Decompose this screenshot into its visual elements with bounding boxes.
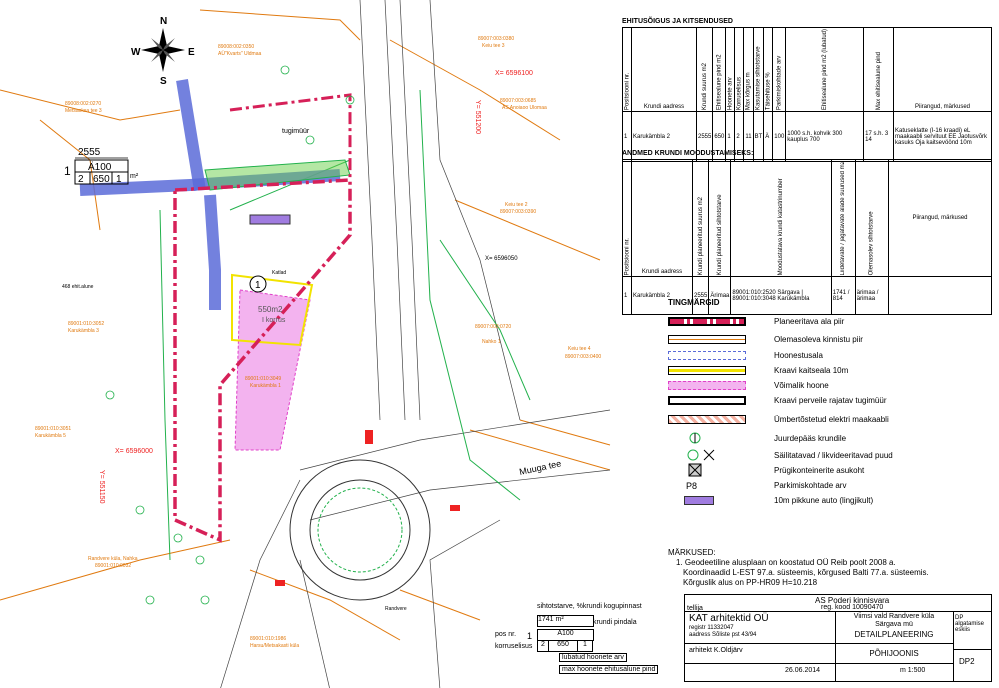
key-c1: 2: [537, 640, 549, 652]
legend-swatch: [668, 415, 746, 424]
stamp-stage: DETAILPLANEERING: [854, 630, 934, 639]
legend-label: Parkimiskohtade arv: [774, 480, 847, 490]
parcel-code: 89007:003:0390: [500, 209, 537, 215]
legend-swatch: [668, 366, 746, 375]
floors-label: I korrus: [262, 317, 286, 324]
stamp-client: AS Poderi kinnisvara: [815, 596, 890, 605]
legend-item: [668, 332, 863, 346]
remarks-line: Koordinaadid L-EST 97.a. süsteemis, kõrgused Balti 77.a. süsteemis.: [683, 568, 929, 577]
stamp-date: 26.06.2014: [785, 667, 821, 674]
coord-label: X= 6596050: [485, 256, 518, 262]
stamp-regno: registr 11332047: [689, 625, 734, 631]
small-label: tugimüür: [282, 128, 310, 135]
parcel-name: Keiu tee 3: [482, 43, 505, 49]
t2-h3: Krundi planeeritud sihtotstarve: [709, 160, 731, 277]
parcel-code: 89007:003:0380: [478, 36, 515, 42]
stamp-code: DP2: [959, 657, 975, 666]
tree-icon: [668, 451, 746, 460]
key-korruselisus: korruselisus: [495, 643, 533, 650]
area-label: 550m2: [258, 305, 283, 314]
parcel-name: Keiu tee 2: [505, 202, 528, 208]
legend-swatch: [668, 351, 746, 360]
t2-c3: Ärimaa: [709, 277, 731, 315]
stamp-company: KAT arhitektid OÜ: [689, 613, 769, 624]
legend-item: [668, 431, 846, 445]
legend-item: [668, 348, 823, 362]
parcel-name: Keiu tee 4: [568, 346, 591, 352]
parcel-name: AÜ"Kvarts" Uldmaa: [218, 51, 262, 57]
key-max: max hoonete ehitusalune pind: [559, 665, 658, 674]
legend-label: Säilitatavad / likvideeritavad puud: [774, 450, 893, 460]
legend-label: Olemasoleva kinnistu piir: [774, 334, 863, 344]
t2-h0: Positsiooni nr.: [623, 160, 632, 277]
car-icon: [684, 496, 714, 505]
t2-h4: Moodustatava krundi katastrinumber: [731, 160, 831, 277]
plot-use: Ä100: [88, 162, 112, 173]
t1-h5: Korruselisus: [735, 28, 744, 112]
legend-label: Ümbertõstetud elektri maakaabli: [774, 414, 889, 424]
t1-c12: Katuseklatte (I-16 kraadi) eL maakaabli servituut EE Jaotusvõrk kasuks Oja kaitsevöönd 10m: [894, 112, 992, 162]
key-lubatud: lubatud hoonete arv: [559, 653, 627, 662]
t1-h2: Krundi suurus m2: [697, 28, 713, 112]
plot-formation-table: [622, 150, 992, 315]
t1-c10: 1000 s.h. kohvik 300 kauplus 700: [786, 112, 864, 162]
legend-item: [668, 378, 829, 392]
parcel-code: 89007:003:0400: [565, 354, 602, 360]
table2-title: ANDMED KRUNDI MOODUSTAMISEKS:: [622, 150, 754, 157]
t2-c2: 2555: [693, 277, 709, 315]
legend-label: 10m pikkune auto (lingjikult): [774, 495, 874, 505]
legend-swatch: [668, 381, 746, 390]
plot-unit: m²: [130, 173, 139, 180]
stamp-dp: DP algatamise eskiis: [955, 615, 985, 633]
compass-s: S: [160, 76, 167, 87]
t1-h0: Positsiooni nr.: [623, 28, 632, 112]
key-area: 1741 m²: [537, 615, 594, 627]
parcel-name: Metsaoksa tee 3: [65, 108, 102, 114]
small-label: Katlad: [272, 270, 287, 276]
road-label: Muuga tee: [518, 458, 563, 477]
small-label: 468 ehit.alune: [62, 284, 94, 290]
stamp-tellija: tellija: [687, 605, 703, 612]
parcel-name: Karukämbla 5: [35, 433, 66, 439]
parcel-name: Nahko 1: [482, 339, 501, 345]
t1-h9: Parkimiskohtade arv: [773, 28, 786, 112]
t1-h4: Hoonete arv: [726, 28, 735, 112]
key-pos: pos nr.: [495, 631, 517, 638]
t1-h6: Max kõrgus m: [744, 28, 753, 112]
key-pos-num: 1: [527, 631, 533, 641]
t1-c11: 17 s.h. 3 14: [864, 112, 894, 162]
t2-c4: 89001:010:2520 Särgava | 89001:010:3048 Karukämbla: [731, 277, 831, 315]
t1-c2: 2555: [697, 112, 713, 162]
legend-label: Kraavi perveile rajatav tugimüür: [774, 395, 887, 405]
plot-badge-key: [495, 603, 680, 683]
coord-label: Y= 551150: [98, 470, 105, 504]
t1-h12: Piirangud, märkused: [894, 28, 992, 112]
legend-item: [668, 493, 873, 507]
t2-c1: Karukämbla 2: [632, 277, 693, 315]
parcel-code: 89001:010:3052: [68, 321, 105, 327]
t1-c7: BT: [753, 112, 764, 162]
legend-title: TINGMÄRGID: [668, 298, 720, 307]
t1-c9: 100: [773, 112, 786, 162]
coord-label: Y= 551200: [474, 100, 481, 135]
t2-h5: Liidetavate / jagatavate alade suurused m2: [831, 160, 855, 277]
parcel-code: 89001:010:1986: [250, 636, 287, 642]
legend-item: [668, 393, 887, 407]
remarks-title: MÄRKUSED:: [668, 548, 716, 557]
legend-item: [668, 478, 846, 492]
parcel-name: AS Anoiaoo Ulomaa: [502, 105, 547, 111]
parking-count-icon: P8: [686, 480, 698, 491]
plot-num: 2: [78, 174, 84, 185]
key-sihtotstarve: sihtotstarve, %krundi kogupinnast: [537, 603, 642, 610]
parcel-name: Harsu/Metsakasti küla: [250, 643, 300, 649]
small-label: Randvere: [385, 606, 407, 612]
t1-h1: Krundi aadress: [632, 28, 697, 112]
plot-area-top: 2555: [78, 147, 101, 158]
plot-pos: 1: [64, 164, 71, 178]
parcel-name: Karukämbla 3: [68, 328, 99, 334]
t1-h11: Max ehitisealune pind: [864, 28, 894, 112]
parcel-name: Karukämbla 1: [250, 383, 281, 389]
coord-label: X= 6596100: [495, 70, 533, 77]
t1-c1: Karukämbla 2: [632, 112, 697, 162]
stamp-reg: reg. kood 10090470: [821, 604, 884, 611]
compass-e: E: [188, 47, 195, 58]
title-block: [684, 594, 992, 682]
t1-c8: Ä: [764, 112, 773, 162]
legend-item: [668, 448, 893, 462]
access-icon: [668, 434, 746, 443]
waste-container-icon: [668, 466, 746, 475]
t1-c3: 650: [713, 112, 726, 162]
stamp-scale: m 1:500: [900, 667, 926, 674]
table1-title: EHITUSÕIGUS JA KITSENDUSED: [622, 18, 733, 25]
legend-label: Prügikonteinerite asukoht: [774, 465, 865, 475]
coord-label: X= 6596000: [115, 448, 153, 455]
parcel-code: 89001:010:3051: [35, 426, 72, 432]
parcel-code: 89007:003:0720: [475, 324, 512, 330]
legend-label: Hoonestusala: [774, 350, 823, 360]
t2-c5: 1741 / 814: [831, 277, 855, 315]
t2-h7: Piirangud, märkused: [889, 160, 992, 277]
legend-item: [668, 314, 844, 328]
t2-h1: Krundi aadress: [632, 160, 693, 277]
compass-n: N: [160, 16, 168, 27]
remarks: [668, 548, 988, 588]
plot-idx: 1: [116, 174, 122, 185]
parcel-code: 89001:010:0032: [95, 563, 132, 569]
plot-area: 650: [93, 174, 110, 185]
t2-h2: Krundi planeeritud suurus m2: [693, 160, 709, 277]
compass-w: W: [131, 47, 141, 58]
stamp-place2: Särgava mü: [875, 621, 913, 628]
remarks-line: 1. Geodeetiline alusplaan on koostatud OÜ Reib poolt 2008 a.: [676, 558, 896, 567]
legend-item: [668, 412, 889, 426]
key-c3: 650: [548, 640, 578, 652]
parcel-code: 89008:002:0270: [65, 101, 102, 107]
key-a100: Ä100: [537, 629, 594, 641]
legend-item: [668, 463, 864, 477]
t1-h10: Ehitisealune pind m2 (lubatud): [786, 28, 864, 112]
t1-c0: 1: [623, 112, 632, 162]
t1-h8: Täisehituse %: [764, 28, 773, 112]
key-krundi-pindala: krundi pindala: [593, 619, 637, 626]
t2-c6: ärimaa / ärimaa: [855, 277, 888, 315]
t1-h7: Kasutamise sihtotstarve: [753, 28, 764, 112]
parcel-code: 89001:010:3049: [245, 376, 282, 382]
t1-c4: 1: [726, 112, 735, 162]
legend-swatch: [668, 335, 746, 344]
t1-h3: Ehitisealune pind m2: [713, 28, 726, 112]
stamp-address: aadress Sõliste pst 43/94: [689, 632, 757, 638]
parcel-name: Randvere küla, Nahka: [88, 556, 138, 562]
building-rights-table: [622, 18, 992, 162]
legend-swatch: [668, 317, 746, 326]
t1-c6: 11: [744, 112, 753, 162]
legend-label: Võimalik hoone: [774, 380, 829, 390]
legend-label: Planeeritava ala piir: [774, 316, 845, 326]
plot-marker: 1: [255, 280, 261, 291]
stamp-architect: arhitekt K.Oldjärv: [689, 647, 743, 654]
key-c4: 1: [577, 640, 593, 652]
stamp-place: Viimsi vald Randvere küla: [853, 613, 935, 620]
t2-c7: [889, 277, 992, 315]
t2-h6: Olemasolev sihtotstarve: [855, 160, 888, 277]
parcel-code: 89007:003:0685: [500, 98, 537, 104]
parcel-code: 89008:002:0350: [218, 44, 255, 50]
legend-label: Juurdepääs krundile: [774, 433, 847, 443]
t2-c0: 1: [623, 277, 632, 315]
remarks-line: Kõrguslik alus on PP-HR09 H=10.218: [683, 578, 818, 587]
t1-c5: 2: [735, 112, 744, 162]
stamp-sheet: PÕHIJOONIS: [869, 649, 919, 658]
legend-item: [668, 363, 848, 377]
legend-label: Kraavi kaitseala 10m: [774, 365, 849, 375]
legend-swatch: [668, 396, 746, 405]
